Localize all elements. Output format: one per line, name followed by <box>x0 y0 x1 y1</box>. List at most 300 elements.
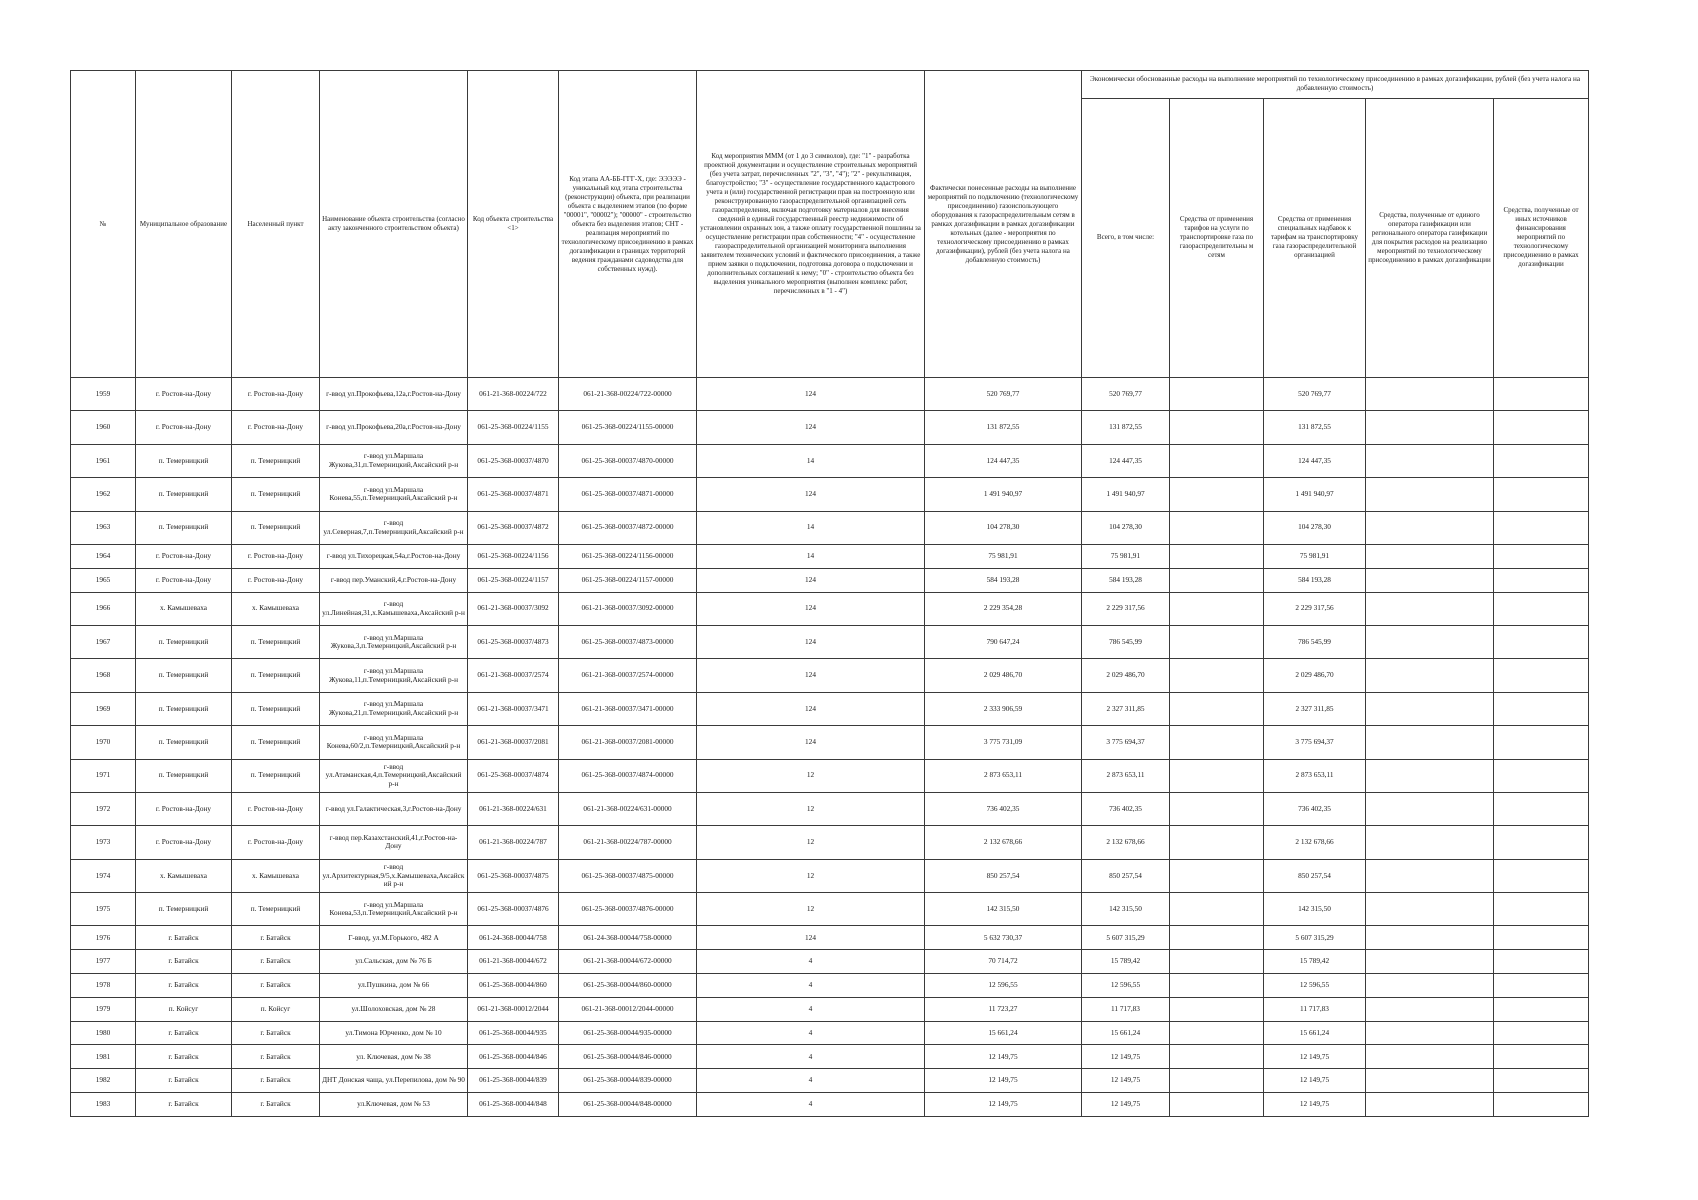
cell-total: 12 149,75 <box>1082 1045 1170 1069</box>
cell-municipality: х. Камышеваха <box>136 592 232 625</box>
cell-operator-funds <box>1366 859 1494 892</box>
cell-settlement: п. Темерницкий <box>232 726 320 759</box>
cell-actual-costs: 1 491 940,97 <box>925 478 1082 511</box>
cell-stage-code: 061-25-368-00044/860-00000 <box>559 974 697 998</box>
table-body <box>71 378 1589 1117</box>
cell-settlement: г. Батайск <box>232 1021 320 1045</box>
table-row <box>71 726 1589 759</box>
cell-settlement: п. Койсуг <box>232 997 320 1021</box>
cell-settlement: п. Темерницкий <box>232 444 320 477</box>
cell-tariff-services <box>1170 1021 1264 1045</box>
cell-tariff-services <box>1170 659 1264 692</box>
cell-other-sources <box>1494 726 1589 759</box>
cell-municipality: х. Камышеваха <box>136 859 232 892</box>
cell-total: 104 278,30 <box>1082 511 1170 544</box>
cell-object-name: ул.Сальская, дом № 76 Б <box>320 950 468 974</box>
cell-operator-funds <box>1366 692 1494 725</box>
cell-object-code: 061-21-368-00037/3471 <box>468 692 559 725</box>
cell-tariff-services <box>1170 511 1264 544</box>
cell-tariff-services <box>1170 625 1264 658</box>
cell-tariff-services <box>1170 692 1264 725</box>
cell-no: 1968 <box>71 659 136 692</box>
cell-event-code: 4 <box>697 1093 925 1117</box>
header-settlement: Населенный пункт <box>232 71 320 378</box>
header-tariff-services: Средства от применения тарифов на услуги по транспортировке газа по газораспределительны м сетям <box>1170 98 1264 377</box>
cell-actual-costs: 70 714,72 <box>925 950 1082 974</box>
header-actual-costs: Фактически понесенные расходы на выполнение мероприятий по подключению (технологическому присоединению) газоиспользующего оборудования к газораспределительным сетям в рамках догазификации в рамках догазификации котельных (далее - мероприятия по технологическому присоединению в рамках догазификации), рублей (без учета налога на добавленную стоимость) <box>925 71 1082 378</box>
cell-municipality: г. Ростов-на-Дону <box>136 544 232 568</box>
cell-tariff-services <box>1170 974 1264 998</box>
cell-settlement: г. Батайск <box>232 974 320 998</box>
cell-event-code: 124 <box>697 625 925 658</box>
cell-special-surcharge: 5 607 315,29 <box>1264 926 1366 950</box>
cell-other-sources <box>1494 1093 1589 1117</box>
cell-other-sources <box>1494 950 1589 974</box>
cell-municipality: п. Темерницкий <box>136 759 232 792</box>
cell-other-sources <box>1494 692 1589 725</box>
cell-object-name: г-ввод пер.Казахстанский,41,г.Ростов-на-Дону <box>320 826 468 859</box>
cell-tariff-services <box>1170 378 1264 411</box>
cell-operator-funds <box>1366 444 1494 477</box>
table-row <box>71 950 1589 974</box>
cell-municipality: г. Батайск <box>136 1045 232 1069</box>
table-row <box>71 859 1589 892</box>
cell-operator-funds <box>1366 478 1494 511</box>
cell-object-code: 061-25-368-00044/848 <box>468 1093 559 1117</box>
cell-other-sources <box>1494 997 1589 1021</box>
cell-total: 15 789,42 <box>1082 950 1170 974</box>
cell-tariff-services <box>1170 592 1264 625</box>
table-row <box>71 625 1589 658</box>
cell-object-name: г-ввод ул.Тихорецкая,54а,г.Ростов-на-Дону <box>320 544 468 568</box>
cell-object-name: г-ввод ул.Прокофьева,12а,г.Ростов-на-Дону <box>320 378 468 411</box>
cell-tariff-services <box>1170 950 1264 974</box>
cell-operator-funds <box>1366 1093 1494 1117</box>
cell-municipality: п. Темерницкий <box>136 692 232 725</box>
cell-no: 1960 <box>71 411 136 444</box>
cell-no: 1973 <box>71 826 136 859</box>
cell-special-surcharge: 12 149,75 <box>1264 1069 1366 1093</box>
cell-operator-funds <box>1366 511 1494 544</box>
cell-object-code: 061-25-368-00044/839 <box>468 1069 559 1093</box>
cell-stage-code: 061-21-368-00037/3471-00000 <box>559 692 697 725</box>
cell-object-name: г-ввод ул.Маршала Конева,53,п.Темерницкий,Аксайский р-н <box>320 893 468 926</box>
header-object-name: Наименование объекта строительства (согласно акту законченного строительством объекта) <box>320 71 468 378</box>
cell-object-name: г-ввод ул.Маршала Жукова,31,п.Темерницкий,Аксайский р-н <box>320 444 468 477</box>
header-stage-code: Код этапа АА-ББ-ГГГ-Х, где: ЭЭЭЭЭ - уникальный код этапа строительства (реконструкции) объекта, при реализации объекта с выделением этапов (по форме "00001", "00002"); "00000" - строительство объекта без выделения этапов; СНТ - реализация мероприятий по технологическому присоединению в рамках догазификации в границах территорий ведения гражданами садоводства для собственных нужд). <box>559 71 697 378</box>
cell-object-name: г-ввод ул.Архитектурная,9/5,х.Камышеваха,Аксайский р-н <box>320 859 468 892</box>
cell-event-code: 14 <box>697 511 925 544</box>
cell-stage-code: 061-21-368-00037/2574-00000 <box>559 659 697 692</box>
cell-no: 1980 <box>71 1021 136 1045</box>
cell-operator-funds <box>1366 1021 1494 1045</box>
cell-event-code: 124 <box>697 568 925 592</box>
cell-object-name: ул. Ключевая, дом № 38 <box>320 1045 468 1069</box>
cell-no: 1967 <box>71 625 136 658</box>
cell-operator-funds <box>1366 411 1494 444</box>
cell-stage-code: 061-21-368-00012/2044-00000 <box>559 997 697 1021</box>
cell-total: 5 607 315,29 <box>1082 926 1170 950</box>
cell-total: 2 873 653,11 <box>1082 759 1170 792</box>
table-row <box>71 411 1589 444</box>
cell-no: 1975 <box>71 893 136 926</box>
cell-settlement: г. Батайск <box>232 1045 320 1069</box>
cell-actual-costs: 790 647,24 <box>925 625 1082 658</box>
cell-special-surcharge: 2 327 311,85 <box>1264 692 1366 725</box>
cell-tariff-services <box>1170 1045 1264 1069</box>
cell-stage-code: 061-25-368-00224/1157-00000 <box>559 568 697 592</box>
cell-object-code: 061-25-368-00037/4876 <box>468 893 559 926</box>
cell-municipality: п. Темерницкий <box>136 444 232 477</box>
cell-event-code: 124 <box>697 478 925 511</box>
cell-other-sources <box>1494 592 1589 625</box>
cell-total: 15 661,24 <box>1082 1021 1170 1045</box>
cell-municipality: г. Ростов-на-Дону <box>136 411 232 444</box>
cell-municipality: п. Темерницкий <box>136 893 232 926</box>
cell-stage-code: 061-25-368-00044/839-00000 <box>559 1069 697 1093</box>
cell-no: 1962 <box>71 478 136 511</box>
cell-municipality: г. Ростов-на-Дону <box>136 378 232 411</box>
cell-object-code: 061-25-368-00037/4870 <box>468 444 559 477</box>
cell-object-code: 061-25-368-00224/1156 <box>468 544 559 568</box>
cell-actual-costs: 75 981,91 <box>925 544 1082 568</box>
cell-tariff-services <box>1170 1093 1264 1117</box>
cell-other-sources <box>1494 544 1589 568</box>
cell-object-code: 061-21-368-00037/3092 <box>468 592 559 625</box>
cell-object-code: 061-21-368-00224/787 <box>468 826 559 859</box>
cell-total: 786 545,99 <box>1082 625 1170 658</box>
cell-stage-code: 061-25-368-00037/4874-00000 <box>559 759 697 792</box>
cell-object-code: 061-25-368-00037/4875 <box>468 859 559 892</box>
cell-object-name: г-ввод ул.Атаманская,4,п.Темерницкий,Аксайский р-н <box>320 759 468 792</box>
cell-settlement: г. Ростов-на-Дону <box>232 378 320 411</box>
cell-municipality: п. Темерницкий <box>136 726 232 759</box>
cell-object-code: 061-24-368-00044/758 <box>468 926 559 950</box>
cell-object-name: г-ввод ул.Маршала Конева,60/2,п.Темерницкий,Аксайский р-н <box>320 726 468 759</box>
table-row <box>71 997 1589 1021</box>
cell-municipality: г. Ростов-на-Дону <box>136 568 232 592</box>
cell-no: 1959 <box>71 378 136 411</box>
cell-actual-costs: 11 723,27 <box>925 997 1082 1021</box>
cell-total: 1 491 940,97 <box>1082 478 1170 511</box>
cell-object-name: г-ввод ул.Северная,7,п.Темерницкий,Аксайский р-н <box>320 511 468 544</box>
header-no: № <box>71 71 136 378</box>
cell-object-code: 061-21-368-00037/2081 <box>468 726 559 759</box>
cell-event-code: 124 <box>697 378 925 411</box>
table-row <box>71 378 1589 411</box>
cell-actual-costs: 850 257,54 <box>925 859 1082 892</box>
cell-object-code: 061-21-368-00224/631 <box>468 792 559 825</box>
cell-event-code: 124 <box>697 926 925 950</box>
cell-total: 131 872,55 <box>1082 411 1170 444</box>
cell-total: 2 327 311,85 <box>1082 692 1170 725</box>
cell-total: 12 149,75 <box>1082 1093 1170 1117</box>
cell-tariff-services <box>1170 726 1264 759</box>
cell-stage-code: 061-21-368-00044/672-00000 <box>559 950 697 974</box>
cell-operator-funds <box>1366 950 1494 974</box>
cell-total: 12 596,55 <box>1082 974 1170 998</box>
cell-actual-costs: 2 333 906,59 <box>925 692 1082 725</box>
table-header <box>71 71 1589 378</box>
header-special-surcharge: Средства от применения специальных надбавок к тарифам на транспортировку газа газораспределительной организацией <box>1264 98 1366 377</box>
cell-event-code: 4 <box>697 1069 925 1093</box>
cell-settlement: г. Ростов-на-Дону <box>232 568 320 592</box>
cell-tariff-services <box>1170 826 1264 859</box>
cell-stage-code: 061-25-368-00037/4873-00000 <box>559 625 697 658</box>
cell-event-code: 12 <box>697 893 925 926</box>
cell-other-sources <box>1494 926 1589 950</box>
cell-no: 1964 <box>71 544 136 568</box>
cell-object-name: г-ввод ул.Маршала Конева,55,п.Темерницкий,Аксайский р-н <box>320 478 468 511</box>
table-row <box>71 974 1589 998</box>
cell-municipality: г. Батайск <box>136 926 232 950</box>
cell-special-surcharge: 584 193,28 <box>1264 568 1366 592</box>
cell-operator-funds <box>1366 378 1494 411</box>
cell-operator-funds <box>1366 1045 1494 1069</box>
cell-other-sources <box>1494 511 1589 544</box>
cell-tariff-services <box>1170 411 1264 444</box>
cell-stage-code: 061-25-368-00037/4876-00000 <box>559 893 697 926</box>
cell-no: 1977 <box>71 950 136 974</box>
cell-event-code: 12 <box>697 826 925 859</box>
cell-stage-code: 061-21-368-00037/2081-00000 <box>559 726 697 759</box>
cell-total: 584 193,28 <box>1082 568 1170 592</box>
cell-event-code: 4 <box>697 997 925 1021</box>
cell-other-sources <box>1494 1045 1589 1069</box>
cell-settlement: х. Камышеваха <box>232 859 320 892</box>
cell-tariff-services <box>1170 997 1264 1021</box>
cell-municipality: г. Батайск <box>136 974 232 998</box>
cell-special-surcharge: 520 769,77 <box>1264 378 1366 411</box>
cell-no: 1976 <box>71 926 136 950</box>
cell-operator-funds <box>1366 726 1494 759</box>
cell-object-name: Г-ввод, ул.М.Горького, 482 А <box>320 926 468 950</box>
cell-tariff-services <box>1170 1069 1264 1093</box>
cell-stage-code: 061-21-368-00037/3092-00000 <box>559 592 697 625</box>
cell-other-sources <box>1494 759 1589 792</box>
cell-other-sources <box>1494 859 1589 892</box>
cell-special-surcharge: 75 981,91 <box>1264 544 1366 568</box>
cell-no: 1966 <box>71 592 136 625</box>
cell-object-code: 061-25-368-00037/4871 <box>468 478 559 511</box>
cell-operator-funds <box>1366 826 1494 859</box>
cell-object-code: 061-21-368-00012/2044 <box>468 997 559 1021</box>
cell-other-sources <box>1494 826 1589 859</box>
cell-object-code: 061-25-368-00224/1157 <box>468 568 559 592</box>
cell-municipality: г. Батайск <box>136 1093 232 1117</box>
cell-no: 1982 <box>71 1069 136 1093</box>
cell-actual-costs: 104 278,30 <box>925 511 1082 544</box>
cell-other-sources <box>1494 411 1589 444</box>
cell-actual-costs: 736 402,35 <box>925 792 1082 825</box>
tech-connection-table <box>70 70 1589 1117</box>
cell-municipality: п. Койсуг <box>136 997 232 1021</box>
cell-no: 1972 <box>71 792 136 825</box>
cell-event-code: 4 <box>697 950 925 974</box>
cell-special-surcharge: 12 596,55 <box>1264 974 1366 998</box>
cell-municipality: п. Темерницкий <box>136 478 232 511</box>
cell-settlement: г. Батайск <box>232 950 320 974</box>
cell-other-sources <box>1494 893 1589 926</box>
cell-special-surcharge: 12 149,75 <box>1264 1045 1366 1069</box>
cell-settlement: х. Камышеваха <box>232 592 320 625</box>
cell-event-code: 124 <box>697 659 925 692</box>
cell-special-surcharge: 2 132 678,66 <box>1264 826 1366 859</box>
cell-other-sources <box>1494 1069 1589 1093</box>
cell-no: 1978 <box>71 974 136 998</box>
cell-tariff-services <box>1170 544 1264 568</box>
cell-object-code: 061-25-368-00037/4872 <box>468 511 559 544</box>
table-row <box>71 926 1589 950</box>
cell-actual-costs: 584 193,28 <box>925 568 1082 592</box>
cell-other-sources <box>1494 792 1589 825</box>
cell-total: 2 229 317,56 <box>1082 592 1170 625</box>
table-row <box>71 592 1589 625</box>
cell-operator-funds <box>1366 926 1494 950</box>
cell-tariff-services <box>1170 444 1264 477</box>
header-total-incl: Всего, в том числе: <box>1082 98 1170 377</box>
table-row <box>71 1021 1589 1045</box>
cell-total: 520 769,77 <box>1082 378 1170 411</box>
cell-object-name: г-ввод ул.Маршала Жукова,21,п.Темерницкий,Аксайский р-н <box>320 692 468 725</box>
cell-no: 1961 <box>71 444 136 477</box>
cell-no: 1969 <box>71 692 136 725</box>
cell-total: 2 132 678,66 <box>1082 826 1170 859</box>
cell-municipality: г. Батайск <box>136 950 232 974</box>
cell-other-sources <box>1494 625 1589 658</box>
cell-special-surcharge: 3 775 694,37 <box>1264 726 1366 759</box>
cell-settlement: п. Темерницкий <box>232 659 320 692</box>
cell-special-surcharge: 142 315,50 <box>1264 893 1366 926</box>
cell-object-name: г-ввод ул.Галактическая,3,г.Ростов-на-Дону <box>320 792 468 825</box>
cell-object-code: 061-21-368-00224/722 <box>468 378 559 411</box>
cell-object-name: г-ввод ул.Линейная,31,х.Камышеваха,Аксайский р-н <box>320 592 468 625</box>
table-row <box>71 759 1589 792</box>
cell-other-sources <box>1494 659 1589 692</box>
cell-stage-code: 061-25-368-00224/1155-00000 <box>559 411 697 444</box>
cell-object-code: 061-25-368-00037/4874 <box>468 759 559 792</box>
cell-no: 1974 <box>71 859 136 892</box>
cell-event-code: 14 <box>697 544 925 568</box>
cell-operator-funds <box>1366 544 1494 568</box>
cell-event-code: 124 <box>697 692 925 725</box>
cell-other-sources <box>1494 444 1589 477</box>
cell-stage-code: 061-25-368-00037/4871-00000 <box>559 478 697 511</box>
cell-stage-code: 061-25-368-00224/1156-00000 <box>559 544 697 568</box>
cell-operator-funds <box>1366 759 1494 792</box>
cell-tariff-services <box>1170 759 1264 792</box>
cell-tariff-services <box>1170 478 1264 511</box>
cell-stage-code: 061-24-368-00044/758-00000 <box>559 926 697 950</box>
header-event-code: Код мероприятия ММM (от 1 до 3 символов), где: "1" - разработка проектной документации и осуществление строительных мероприятий (без учета затрат, перечисленных "2", "3", "4"); "2" - рекультивация, благоустройство; "3" - осуществление государственного кадастрового учета и (или) государственной регистрации прав на построенную или реконструированную газораспределительной организацией сеть газораспределения, включая подготовку материалов для внесения сведений в единый государственный реестр недвижимости об установлении охранных зон, а также оплату государственной пошлины за осуществление регистрации прав собственности; "4" - осуществление газораспределительной организацией мониторинга выполнения заявителем технических условий и фактического присоединения, а также прием заявки о подключении, подготовка договора о подключении и дополнительных соглашений к нему; "0" - строительство объекта без выделения уникального мероприятия (выполнен комплекс работ, перечисленных в "1 - 4") <box>697 71 925 378</box>
cell-settlement: п. Темерницкий <box>232 511 320 544</box>
cell-object-code: 061-25-368-00037/4873 <box>468 625 559 658</box>
header-economic-group: Экономически обоснованные расходы на выполнение мероприятий по технологическому присоединению в рамках догазификации, рублей (без учета налога на добавленную стоимость) <box>1082 71 1589 99</box>
cell-operator-funds <box>1366 1069 1494 1093</box>
cell-operator-funds <box>1366 659 1494 692</box>
cell-municipality: п. Темерницкий <box>136 659 232 692</box>
cell-object-name: ул.Ключевая, дом № 53 <box>320 1093 468 1117</box>
cell-event-code: 124 <box>697 592 925 625</box>
cell-tariff-services <box>1170 792 1264 825</box>
cell-actual-costs: 12 596,55 <box>925 974 1082 998</box>
cell-no: 1965 <box>71 568 136 592</box>
cell-special-surcharge: 850 257,54 <box>1264 859 1366 892</box>
header-operator-funds: Средства, полученные от единого оператора газификации или регионального оператора газификации для покрытия расходов на реализацию мероприятий по технологическому присоединению в рамках догазификации <box>1366 98 1494 377</box>
cell-event-code: 4 <box>697 1045 925 1069</box>
cell-settlement: г. Батайск <box>232 1093 320 1117</box>
cell-total: 736 402,35 <box>1082 792 1170 825</box>
cell-special-surcharge: 2 029 486,70 <box>1264 659 1366 692</box>
table-row <box>71 1045 1589 1069</box>
cell-total: 850 257,54 <box>1082 859 1170 892</box>
cell-actual-costs: 5 632 730,37 <box>925 926 1082 950</box>
cell-other-sources <box>1494 1021 1589 1045</box>
cell-other-sources <box>1494 378 1589 411</box>
cell-special-surcharge: 131 872,55 <box>1264 411 1366 444</box>
cell-stage-code: 061-21-368-00224/787-00000 <box>559 826 697 859</box>
cell-operator-funds <box>1366 792 1494 825</box>
cell-object-name: ул.Тимона Юрченко, дом № 10 <box>320 1021 468 1045</box>
cell-operator-funds <box>1366 568 1494 592</box>
cell-stage-code: 061-25-368-00044/848-00000 <box>559 1093 697 1117</box>
cell-event-code: 4 <box>697 974 925 998</box>
cell-settlement: г. Батайск <box>232 926 320 950</box>
cell-special-surcharge: 12 149,75 <box>1264 1093 1366 1117</box>
cell-settlement: г. Ростов-на-Дону <box>232 544 320 568</box>
cell-special-surcharge: 2 229 317,56 <box>1264 592 1366 625</box>
cell-actual-costs: 3 775 731,09 <box>925 726 1082 759</box>
cell-actual-costs: 2 132 678,66 <box>925 826 1082 859</box>
cell-object-code: 061-25-368-00044/935 <box>468 1021 559 1045</box>
cell-object-code: 061-25-368-00224/1155 <box>468 411 559 444</box>
cell-total: 142 315,50 <box>1082 893 1170 926</box>
cell-special-surcharge: 2 873 653,11 <box>1264 759 1366 792</box>
table-row <box>71 792 1589 825</box>
cell-special-surcharge: 15 661,24 <box>1264 1021 1366 1045</box>
cell-other-sources <box>1494 478 1589 511</box>
cell-special-surcharge: 786 545,99 <box>1264 625 1366 658</box>
header-municipality: Муниципальное образование <box>136 71 232 378</box>
cell-stage-code: 061-25-368-00037/4872-00000 <box>559 511 697 544</box>
cell-actual-costs: 2 229 354,28 <box>925 592 1082 625</box>
cell-actual-costs: 142 315,50 <box>925 893 1082 926</box>
cell-other-sources <box>1494 974 1589 998</box>
cell-event-code: 12 <box>697 859 925 892</box>
header-other-sources: Средства, полученные от иных источников финансирования мероприятий по технологическому присоединению в рамках догазификации <box>1494 98 1589 377</box>
cell-no: 1971 <box>71 759 136 792</box>
cell-stage-code: 061-21-368-00224/722-00000 <box>559 378 697 411</box>
table-row <box>71 1093 1589 1117</box>
table-row <box>71 893 1589 926</box>
cell-no: 1983 <box>71 1093 136 1117</box>
cell-stage-code: 061-25-368-00037/4870-00000 <box>559 444 697 477</box>
cell-no: 1979 <box>71 997 136 1021</box>
cell-event-code: 14 <box>697 444 925 477</box>
cell-total: 11 717,83 <box>1082 997 1170 1021</box>
cell-actual-costs: 124 447,35 <box>925 444 1082 477</box>
cell-settlement: г. Ростов-на-Дону <box>232 411 320 444</box>
cell-total: 12 149,75 <box>1082 1069 1170 1093</box>
cell-actual-costs: 12 149,75 <box>925 1045 1082 1069</box>
cell-settlement: г. Ростов-на-Дону <box>232 826 320 859</box>
cell-actual-costs: 2 029 486,70 <box>925 659 1082 692</box>
table-row <box>71 478 1589 511</box>
cell-special-surcharge: 1 491 940,97 <box>1264 478 1366 511</box>
cell-stage-code: 061-21-368-00224/631-00000 <box>559 792 697 825</box>
cell-no: 1970 <box>71 726 136 759</box>
cell-municipality: г. Батайск <box>136 1021 232 1045</box>
